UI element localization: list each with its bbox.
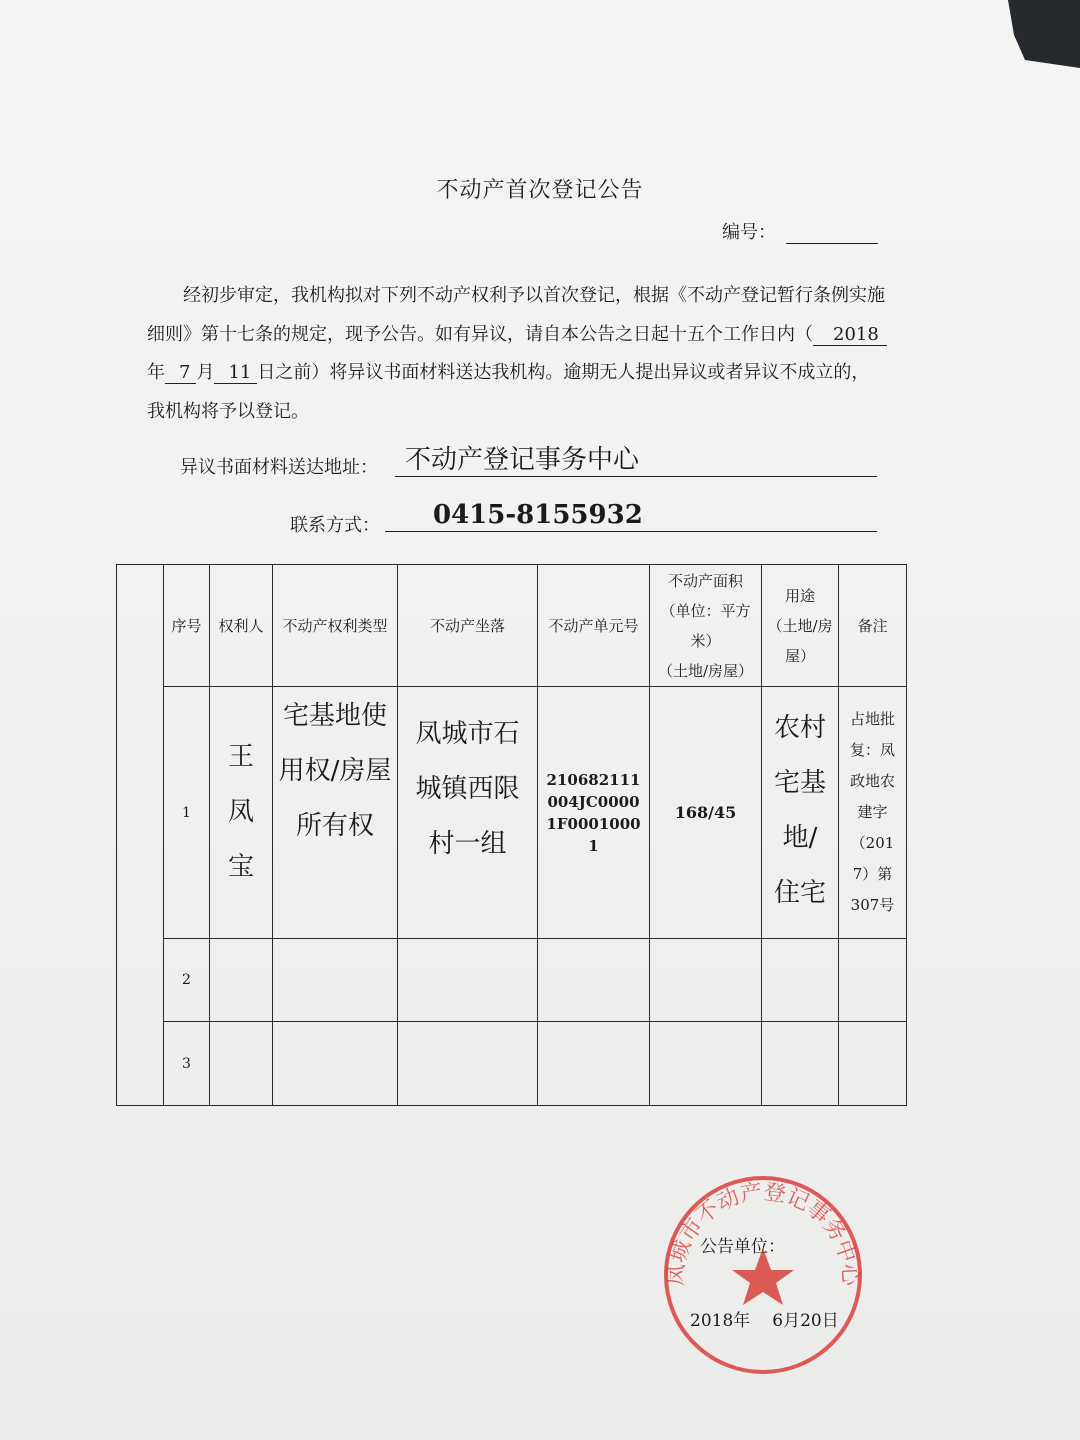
document-title: 不动产首次登记公告 xyxy=(436,178,644,203)
header-location: 不动产坐落 xyxy=(398,565,538,687)
header-remark: 备注 xyxy=(839,565,907,687)
date-day-unit: 日 xyxy=(821,1311,839,1331)
date-day: 20 xyxy=(800,1311,822,1331)
seal-text: 凤城市不动产登记事务中心 xyxy=(663,1179,863,1287)
row2-location xyxy=(398,939,538,1022)
row1-location: 凤城市石城镇西限村一组 xyxy=(398,687,538,939)
paragraph-rest: 日之前）将异议书面材料送达我机构。逾期无人提出异议或者异议不成立的，我机构将予以登记。 xyxy=(147,362,870,422)
row1-seq: 1 xyxy=(164,687,210,939)
contact-label: 联系方式： xyxy=(290,515,380,536)
table-row xyxy=(117,939,907,1022)
row2-holder xyxy=(210,939,273,1022)
header-use xyxy=(762,565,839,687)
row3-holder xyxy=(210,1022,273,1106)
row2-remark xyxy=(839,939,907,1022)
row1-holder: 王凤宝 xyxy=(210,687,273,939)
official-seal xyxy=(658,1170,868,1380)
header-use-l1: 用途 xyxy=(784,586,815,605)
row1-use: 农村宅基地/住宅 xyxy=(762,687,839,939)
deadline-day: 11 xyxy=(214,362,257,384)
serial-blank-line xyxy=(786,225,878,244)
date-year: 2018 xyxy=(690,1311,734,1331)
row3-unit-no xyxy=(538,1022,650,1106)
header-holder: 权利人 xyxy=(210,565,273,687)
registration-table xyxy=(116,564,907,1106)
announcement-date xyxy=(690,1306,839,1331)
row1-remark: 占地批复：凤政地农建字（2017）第307号 xyxy=(839,687,907,939)
table-header-row xyxy=(117,565,907,687)
contact-value: 0415-8155932 xyxy=(385,498,877,532)
deadline-year-unit: 年 xyxy=(147,362,165,383)
row2-unit-no xyxy=(538,939,650,1022)
address-label: 异议书面材料送达地址： xyxy=(180,457,378,478)
row3-area xyxy=(650,1022,762,1106)
row3-use xyxy=(762,1022,839,1106)
announcement-paragraph xyxy=(147,277,887,431)
table-margin-cell xyxy=(117,565,164,1106)
row1-area: 168/45 xyxy=(650,687,762,939)
announcing-unit-label: 公告单位： xyxy=(700,1237,785,1257)
header-right-type: 不动产权利类型 xyxy=(273,565,398,687)
row2-use xyxy=(762,939,839,1022)
header-use-l3: 屋） xyxy=(784,646,815,665)
header-area xyxy=(650,565,762,687)
header-area-l4: （土地/房屋） xyxy=(657,661,754,680)
row3-right-type xyxy=(273,1022,398,1106)
date-month-unit: 月 xyxy=(783,1311,801,1331)
date-month: 6 xyxy=(772,1311,784,1331)
table-row xyxy=(117,687,907,939)
deadline-year: 2018 xyxy=(813,324,887,346)
paragraph-line1: 经初步审定，我机构拟对下列不动产权利予以首次登记，根据《不动产登记暂行条例实施细则》第十七条的规定，现予公告。如有异议，请自本公告之日起十五个工作日内（ xyxy=(147,285,885,345)
row1-unit-no: 210682111004JC00001F00010001 xyxy=(538,687,650,939)
header-use-l2: （土地/房 xyxy=(767,616,833,635)
row3-location xyxy=(398,1022,538,1106)
row3-remark xyxy=(839,1022,907,1106)
address-value: 不动产登记事务中心 xyxy=(395,443,877,477)
table-row xyxy=(117,1022,907,1106)
header-area-l1: 不动产面积 xyxy=(667,571,743,590)
header-seq: 序号 xyxy=(164,565,210,687)
serial-label: 编号： xyxy=(722,222,776,243)
row1-right-type: 宅基地使用权/房屋所有权 xyxy=(273,687,398,939)
row2-area xyxy=(650,939,762,1022)
header-area-l2: （单位：平方 xyxy=(660,601,751,620)
header-area-l3: 米） xyxy=(690,631,721,650)
deadline-month: 7 xyxy=(165,362,196,384)
deadline-month-unit: 月 xyxy=(196,362,215,383)
header-unit-no: 不动产单元号 xyxy=(538,565,650,687)
row3-seq: 3 xyxy=(164,1022,210,1106)
row2-right-type xyxy=(273,939,398,1022)
row2-seq: 2 xyxy=(164,939,210,1022)
date-year-unit: 年 xyxy=(733,1311,751,1331)
serial-number xyxy=(722,218,878,244)
